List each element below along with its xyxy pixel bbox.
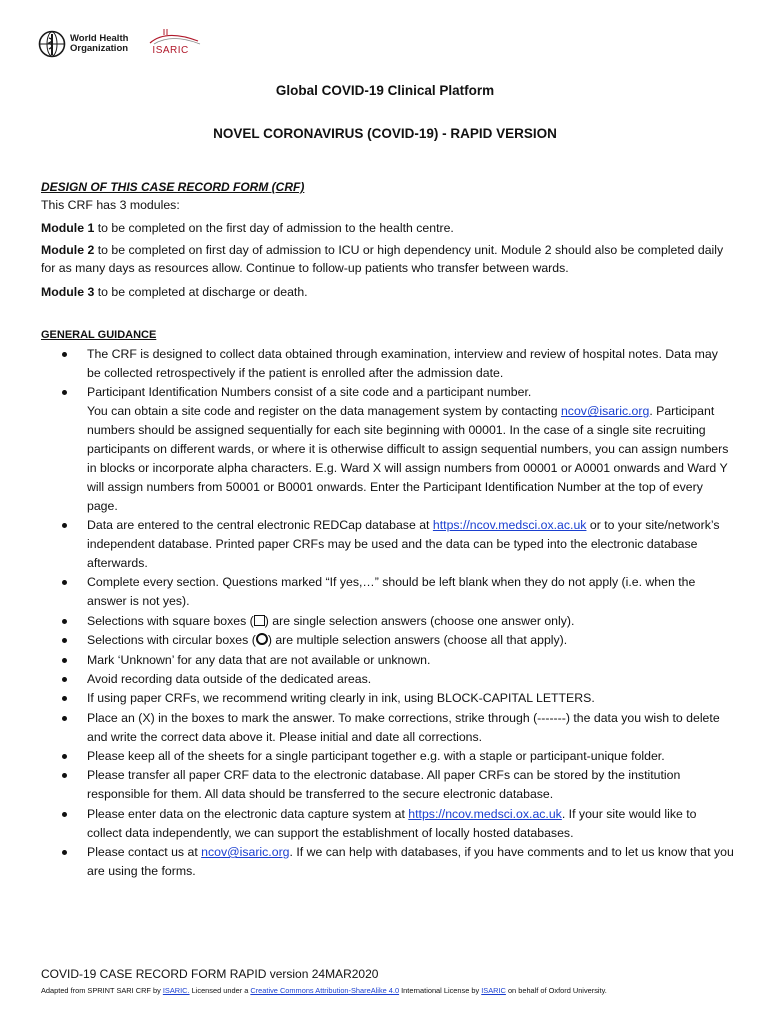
bullet-icon xyxy=(62,812,67,817)
list-item xyxy=(62,383,734,515)
module-description: to be completed on the first day of admission to the health centre. xyxy=(94,221,454,235)
bullet-icon xyxy=(62,677,67,682)
guidance-text: If using paper CRFs, we recommend writing clearly in ink, using BLOCK-CAPITAL LETTERS. xyxy=(87,691,595,706)
guidance-text: Please enter data on the electronic data capture system at xyxy=(87,806,409,821)
isaric-logo-text: ISARIC xyxy=(152,45,189,56)
footer-text: Licensed under a xyxy=(189,986,251,995)
bullet-icon xyxy=(62,390,67,395)
guidance-text: . Participant numbers should be assigned sequentially for each site beginning with 00001. In the case of a single site recruiting participants on different wards, or where it is otherwise difficult to assign sequential numbers, you can assign numbers in blocks or incorporate alpha characters. E.g. Ward X will assign numbers from 00001 or A0001 onwards and Ward Y will assign numbers from 50001 or B0001 onwards. Enter the Participant Identification Number at the top of every page. xyxy=(87,404,729,513)
module-description: to be completed on first day of admission to ICU or high dependency unit. Module 2 should also be completed daily for as many days as resources allow. Continue to follow-up patients who transfer between wards. xyxy=(41,243,724,275)
guidance-text: ) are single selection answers (choose one answer only). xyxy=(264,613,575,628)
list-item xyxy=(62,631,734,650)
list-item xyxy=(62,689,734,708)
email-link[interactable]: ncov@isaric.org xyxy=(560,404,650,419)
guidance-text: You can obtain a site code and register on the data management system by contacting xyxy=(87,404,561,419)
guidance-text: Data are entered to the central electronic REDCap database at xyxy=(87,518,433,533)
guidance-text: Avoid recording data outside of the dedicated areas. xyxy=(87,671,372,686)
module-label: Module 2 xyxy=(41,243,95,257)
guidance-text: Place an (X) in the boxes to mark the answer. To make corrections, strike through (-------) the data you wish to delete and write the correct data above it. Please initial and date all corrections. xyxy=(87,710,720,744)
footer-text: on behalf of Oxford University. xyxy=(505,986,607,995)
bullet-icon xyxy=(62,658,67,663)
list-item xyxy=(62,805,734,843)
list-item xyxy=(62,612,734,631)
contact-email-link[interactable]: ncov@isaric.org xyxy=(201,845,290,860)
isaric-link[interactable]: ISARIC. xyxy=(162,986,190,995)
page-subtitle: NOVEL CORONAVIRUS (COVID-19) - RAPID VERSION xyxy=(213,126,557,141)
guidance-text: Complete every section. Questions marked “If yes,…” should be left blank when they do not apply (i.e. when the answer is not yes). xyxy=(87,575,696,609)
header-logos xyxy=(38,26,202,62)
guidance-text: The CRF is designed to collect data obtained through examination, interview and review of hospital notes. Data may be collected retrospectively if the patient is enrolled after the admission date. xyxy=(87,347,718,380)
guidance-text: Please keep all of the sheets for a single participant together e.g. with a staple or participant-unique folder. xyxy=(87,749,665,764)
module-3-text xyxy=(41,283,731,301)
page-title: Global COVID-19 Clinical Platform xyxy=(275,83,495,98)
bullet-icon xyxy=(62,696,67,701)
list-item xyxy=(62,345,734,383)
who-logo-line2: Organization xyxy=(70,43,129,54)
isaric-arc-icon xyxy=(146,27,202,47)
redcap-link[interactable]: https://ncov.medsci.ox.ac.uk xyxy=(432,518,587,533)
bullet-icon xyxy=(62,716,67,721)
list-item xyxy=(62,516,734,573)
list-item xyxy=(62,651,734,670)
who-logo-line1: World Health xyxy=(70,33,129,44)
guidance-text: ) are multiple selection answers (choose all that apply). xyxy=(267,633,568,648)
module-description: to be completed at discharge or death. xyxy=(94,285,308,299)
who-logo-text xyxy=(70,34,128,54)
design-intro: This CRF has 3 modules: xyxy=(41,198,180,212)
footer-text: International License by xyxy=(399,986,482,995)
list-item xyxy=(62,709,734,747)
list-item xyxy=(62,747,734,766)
guidance-heading: GENERAL GUIDANCE xyxy=(41,329,157,341)
isaric-link[interactable]: ISARIC xyxy=(481,986,506,995)
list-item xyxy=(62,766,734,804)
circle-box-icon xyxy=(256,633,268,645)
guidance-text: Selections with square boxes ( xyxy=(87,613,254,628)
bullet-icon xyxy=(62,754,67,759)
bullet-icon xyxy=(62,773,67,778)
footer-text: Adapted from SPRINT SARI CRF by xyxy=(41,986,163,995)
data-capture-link[interactable]: https://ncov.medsci.ox.ac.uk xyxy=(408,806,562,821)
guidance-text: Participant Identification Numbers consist of a site code and a participant number. xyxy=(87,385,532,400)
bullet-icon xyxy=(62,580,67,585)
guidance-text: . If we can help with databases, if you have comments and to let us know that you are using the forms. xyxy=(87,845,734,878)
list-item xyxy=(62,843,734,881)
module-1-text xyxy=(41,219,731,237)
license-link[interactable]: Creative Commons Attribution-ShareAlike 4.0 xyxy=(250,986,400,995)
guidance-text: Mark ‘Unknown’ for any data that are not available or unknown. xyxy=(87,652,431,667)
list-item xyxy=(62,670,734,689)
who-emblem-icon xyxy=(38,30,66,58)
list-item xyxy=(62,573,734,611)
guidance-text: or to your site/network’s independent database. Printed paper CRFs may be used and the data can be typed into the electronic database afterwards. xyxy=(87,518,720,570)
module-label: Module 1 xyxy=(41,221,95,235)
isaric-logo xyxy=(146,27,202,61)
bullet-icon xyxy=(62,850,67,855)
module-label: Module 3 xyxy=(41,285,95,299)
bullet-icon xyxy=(62,352,67,357)
guidance-text: . If your site would like to collect data independently, we can support the establishment of locally hosted databases. xyxy=(87,806,697,840)
footer-version: COVID-19 CASE RECORD FORM RAPID version 24MAR2020 xyxy=(41,967,379,981)
footer-license xyxy=(41,986,607,995)
guidance-text: Selections with circular boxes ( xyxy=(87,633,256,648)
guidance-text: Please contact us at xyxy=(87,845,202,860)
bullet-icon xyxy=(62,638,67,643)
bullet-icon xyxy=(62,619,67,624)
guidance-list xyxy=(62,345,734,881)
guidance-text: Please transfer all paper CRF data to the electronic database. All paper CRFs can be stored by the institution responsible for them. All data should be transferred to the secure electronic database. xyxy=(87,768,681,802)
design-heading: DESIGN OF THIS CASE RECORD FORM (CRF) xyxy=(41,180,305,194)
square-box-icon xyxy=(254,615,265,626)
module-2-text xyxy=(41,241,731,277)
bullet-icon xyxy=(62,523,67,528)
